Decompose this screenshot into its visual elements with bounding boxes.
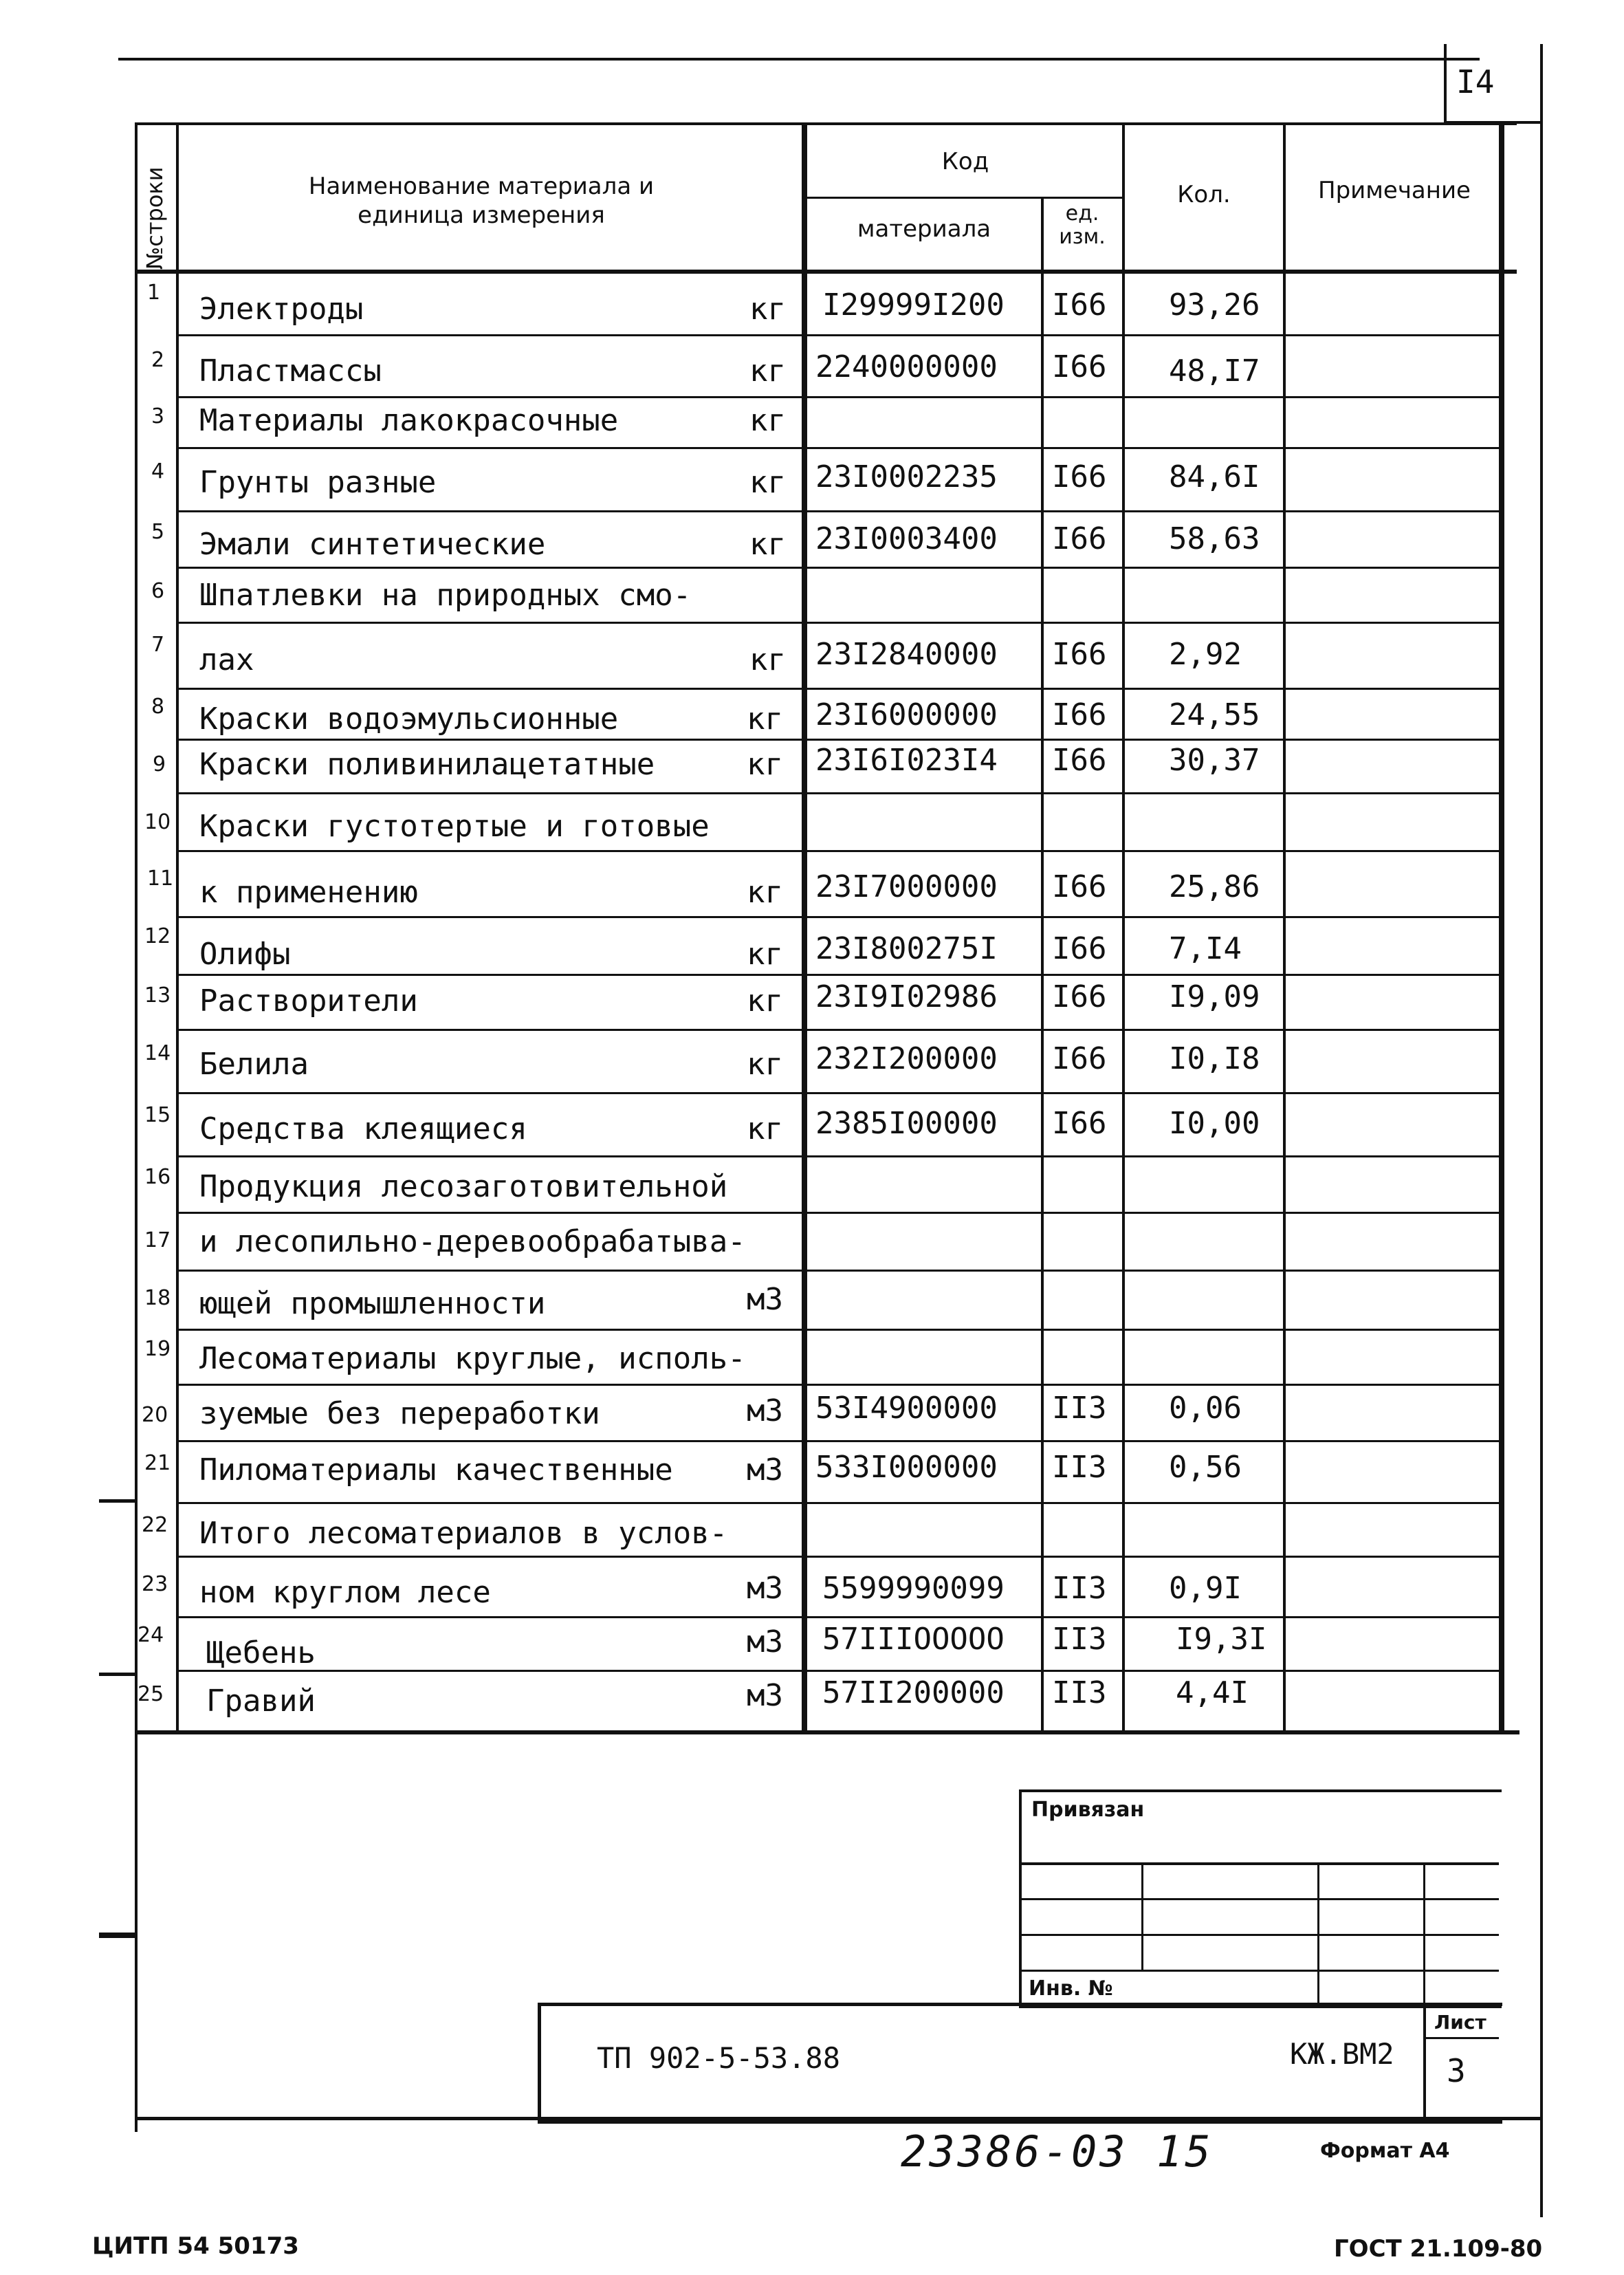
unit-code: II3 xyxy=(1052,1450,1107,1485)
table-bottom-line xyxy=(135,1730,1519,1734)
quantity: 93,26 xyxy=(1169,287,1260,323)
unit-code: I66 xyxy=(1052,1106,1107,1141)
material-code: 23I6I023I4 xyxy=(815,743,998,778)
row-number: 9 xyxy=(153,752,166,776)
binding-grid-line xyxy=(1019,1934,1499,1936)
material-name: Шпатлевки на природных смо- xyxy=(199,578,692,613)
material-code: 23I0003400 xyxy=(815,521,998,556)
binding-grid-line xyxy=(1019,1970,1499,1972)
row-number: 10 xyxy=(144,810,171,834)
row-number: 2 xyxy=(151,348,165,372)
footer-left-code: ЦИТП 54 50173 xyxy=(92,2232,299,2260)
row-line xyxy=(176,1556,1503,1558)
material-name: зуемые без переработки xyxy=(199,1396,600,1431)
unit-code: I66 xyxy=(1052,349,1107,384)
quantity: 2,92 xyxy=(1169,637,1242,672)
material-unit: кг xyxy=(747,1111,783,1146)
row-line xyxy=(176,1670,1503,1672)
material-name: лах xyxy=(199,642,254,677)
quantity: I0,00 xyxy=(1169,1106,1260,1141)
material-name: Итого лесоматериалов в услов- xyxy=(199,1516,728,1551)
footer-standard: ГОСТ 21.109-80 xyxy=(1334,2235,1543,2263)
material-name: Гравий xyxy=(206,1684,316,1719)
row-number: 8 xyxy=(151,695,165,719)
header-bottom-line xyxy=(135,270,1517,274)
row-number: 11 xyxy=(147,867,174,891)
material-unit: кг xyxy=(747,701,783,737)
quantity: 0,06 xyxy=(1169,1391,1242,1426)
row-line xyxy=(176,1092,1503,1094)
row-number: 3 xyxy=(151,404,165,428)
row-line xyxy=(176,622,1503,624)
sheet-corner-number: I4 xyxy=(1456,63,1495,100)
material-name: ющей промышленности xyxy=(199,1286,546,1321)
material-code: 23I2840000 xyxy=(815,637,998,672)
material-unit: м3 xyxy=(747,1571,783,1606)
material-name: Средства клеящиеся xyxy=(199,1111,527,1146)
col-line-number xyxy=(176,124,179,1733)
format-label: Формат А4 xyxy=(1320,2139,1450,2163)
sheet-cell-line xyxy=(1423,2003,1426,2120)
unit-code: II3 xyxy=(1052,1675,1107,1710)
row-number: 25 xyxy=(138,1682,164,1706)
material-unit: кг xyxy=(749,353,786,389)
row-number: 23 xyxy=(142,1572,168,1596)
margin-tick xyxy=(99,1499,138,1503)
sheet-cell-divider xyxy=(1423,2037,1499,2039)
material-code: 57IIIOOOOO xyxy=(822,1622,1005,1657)
row-line xyxy=(176,1502,1503,1504)
binding-grid-line xyxy=(1019,1898,1499,1900)
material-code: 5599990099 xyxy=(822,1571,1005,1606)
row-number: 6 xyxy=(151,579,165,603)
row-number: 7 xyxy=(151,633,165,657)
row-number: 24 xyxy=(138,1623,164,1647)
margin-tick xyxy=(99,1673,138,1676)
header-material-name: Наименование материала и единица измерения xyxy=(308,173,655,229)
row-line xyxy=(176,1270,1503,1272)
unit-code: I66 xyxy=(1052,459,1107,494)
binding-grid-line xyxy=(1019,1862,1499,1865)
unit-code: II3 xyxy=(1052,1571,1107,1606)
material-name: Щебень xyxy=(206,1635,316,1670)
material-code: 23I6000000 xyxy=(815,697,998,732)
row-line xyxy=(176,1616,1503,1618)
material-code: 23I7000000 xyxy=(815,869,998,904)
row-line xyxy=(176,447,1503,449)
row-number: 16 xyxy=(144,1165,171,1189)
header-quantity: Кол. xyxy=(1177,181,1231,208)
row-line xyxy=(176,688,1503,690)
row-line xyxy=(176,974,1503,976)
col-line-code xyxy=(802,124,807,1733)
material-unit: кг xyxy=(747,937,783,972)
header-code: Код xyxy=(941,148,989,175)
top-edge-line xyxy=(118,58,1480,61)
material-unit: кг xyxy=(749,642,786,677)
material-unit: м3 xyxy=(747,1393,783,1428)
quantity: 58,63 xyxy=(1169,521,1260,556)
material-name: Продукция лесозаготовительной xyxy=(199,1169,728,1204)
material-unit: кг xyxy=(747,747,783,782)
material-code: 53I4900000 xyxy=(815,1391,998,1426)
header-code-unit: ед. изм. xyxy=(1059,202,1106,249)
unit-code: I66 xyxy=(1052,743,1107,778)
header-top-line xyxy=(135,122,1517,125)
binding-grid-col xyxy=(1317,1862,1319,2003)
material-unit: кг xyxy=(749,403,786,438)
inventory-number-label: Инв. № xyxy=(1029,1977,1113,2001)
material-unit: м3 xyxy=(747,1624,783,1659)
material-code: 57II200000 xyxy=(822,1675,1005,1710)
binding-label: Привязан xyxy=(1031,1798,1145,1822)
row-line xyxy=(176,739,1503,741)
unit-code: I66 xyxy=(1052,1041,1107,1076)
col-line-note xyxy=(1283,124,1286,1733)
material-unit: м3 xyxy=(747,1452,783,1488)
row-number: 1 xyxy=(147,281,161,305)
row-line xyxy=(176,1384,1503,1386)
code-subheader-line xyxy=(804,197,1122,199)
row-line xyxy=(176,334,1503,336)
row-line xyxy=(176,1329,1503,1331)
material-code: 232I200000 xyxy=(815,1041,998,1076)
margin-tick xyxy=(99,1933,138,1938)
header-note: Примечание xyxy=(1318,177,1471,204)
row-line xyxy=(176,1155,1503,1157)
quantity: 84,6I xyxy=(1169,459,1260,494)
row-line xyxy=(176,567,1503,569)
drawing-mark: КЖ.ВМ2 xyxy=(1290,2037,1394,2071)
material-name: Олифы xyxy=(199,937,291,972)
material-name: Краски густотертые и готовые xyxy=(199,809,710,844)
material-code: 2385I00000 xyxy=(815,1106,998,1141)
quantity: I0,I8 xyxy=(1169,1041,1260,1076)
row-number: 15 xyxy=(144,1103,171,1127)
row-line xyxy=(176,1440,1503,1442)
sheet-label: Лист xyxy=(1434,2011,1486,2034)
quantity: 4,4I xyxy=(1176,1675,1249,1710)
row-line xyxy=(176,1029,1503,1031)
binding-grid-col xyxy=(1141,1862,1143,1970)
material-name: Пиломатериалы качественные xyxy=(199,1452,673,1488)
quantity: 48,I7 xyxy=(1169,353,1260,389)
material-name: Материалы лакокрасочные xyxy=(199,403,619,438)
handwritten-number: 23386-03 15 xyxy=(901,2126,1214,2177)
bottom-frame-line xyxy=(135,2117,1540,2120)
row-number: 12 xyxy=(144,924,171,948)
material-unit: м3 xyxy=(747,1678,783,1713)
quantity: 25,86 xyxy=(1169,869,1260,904)
material-code: 533I000000 xyxy=(815,1450,998,1485)
unit-code: I66 xyxy=(1052,637,1107,672)
row-number: 19 xyxy=(144,1337,171,1361)
binding-grid-col xyxy=(1423,1862,1425,2003)
material-name: Электроды xyxy=(199,292,364,327)
row-number: 21 xyxy=(144,1451,171,1475)
col-line-right xyxy=(1499,124,1504,1733)
material-unit: кг xyxy=(747,875,783,910)
quantity: 30,37 xyxy=(1169,743,1260,778)
material-unit: м3 xyxy=(747,1282,783,1317)
unit-code: I66 xyxy=(1052,521,1107,556)
quantity: 7,I4 xyxy=(1169,931,1242,966)
material-name: Эмали синтетические xyxy=(199,527,546,562)
unit-code: II3 xyxy=(1052,1391,1107,1426)
material-name: и лесопильно-деревообрабатыва- xyxy=(199,1224,746,1259)
row-number: 20 xyxy=(142,1403,168,1427)
row-line xyxy=(176,1212,1503,1214)
material-name: Растворители xyxy=(199,983,418,1019)
material-code: I29999I200 xyxy=(822,287,1005,323)
material-name: Краски водоэмульсионные xyxy=(199,701,619,737)
row-line xyxy=(176,850,1503,852)
unit-code: I66 xyxy=(1052,287,1107,323)
row-line xyxy=(176,396,1503,398)
material-unit: кг xyxy=(747,1047,783,1082)
row-number: 4 xyxy=(151,459,165,483)
material-unit: кг xyxy=(749,527,786,562)
quantity: I9,3I xyxy=(1176,1622,1267,1657)
header-row-number: №строки xyxy=(142,166,168,270)
col-line-qty xyxy=(1122,124,1125,1733)
material-name: Пластмассы xyxy=(199,353,382,389)
unit-code: I66 xyxy=(1052,979,1107,1014)
quantity: 0,56 xyxy=(1169,1450,1242,1485)
right-frame-line xyxy=(1540,44,1543,2217)
row-number: 14 xyxy=(144,1041,171,1065)
unit-code: I66 xyxy=(1052,931,1107,966)
left-frame-line xyxy=(135,124,138,2132)
material-name: к применению xyxy=(199,875,418,910)
material-name: Краски поливинилацетатные xyxy=(199,747,655,782)
unit-code: I66 xyxy=(1052,869,1107,904)
quantity: 24,55 xyxy=(1169,697,1260,732)
material-unit: кг xyxy=(749,292,786,327)
material-name: Белила xyxy=(199,1047,309,1082)
header-code-material: материала xyxy=(857,215,991,243)
material-code: 23I800275I xyxy=(815,931,998,966)
material-name: Грунты разные xyxy=(199,465,437,500)
row-number: 22 xyxy=(142,1513,168,1537)
row-line xyxy=(176,916,1503,918)
row-number: 18 xyxy=(144,1286,171,1310)
material-code: 2240000000 xyxy=(815,349,998,384)
row-line xyxy=(176,510,1503,512)
material-name: Лесоматериалы круглые, исполь- xyxy=(199,1341,746,1376)
row-line xyxy=(176,792,1503,794)
quantity: I9,09 xyxy=(1169,979,1260,1014)
unit-code: II3 xyxy=(1052,1622,1107,1657)
sheet-number: 3 xyxy=(1447,2052,1466,2089)
document-code: ТП 902-5-53.88 xyxy=(597,2041,841,2075)
row-number: 5 xyxy=(151,520,165,544)
row-number: 17 xyxy=(144,1228,171,1252)
material-code: 23I0002235 xyxy=(815,459,998,494)
material-unit: кг xyxy=(747,983,783,1019)
material-code: 23I9I02986 xyxy=(815,979,998,1014)
quantity: 0,9I xyxy=(1169,1571,1242,1606)
material-name: ном круглом лесе xyxy=(199,1575,491,1610)
row-number: 13 xyxy=(144,983,171,1008)
material-unit: кг xyxy=(749,465,786,500)
unit-code: I66 xyxy=(1052,697,1107,732)
